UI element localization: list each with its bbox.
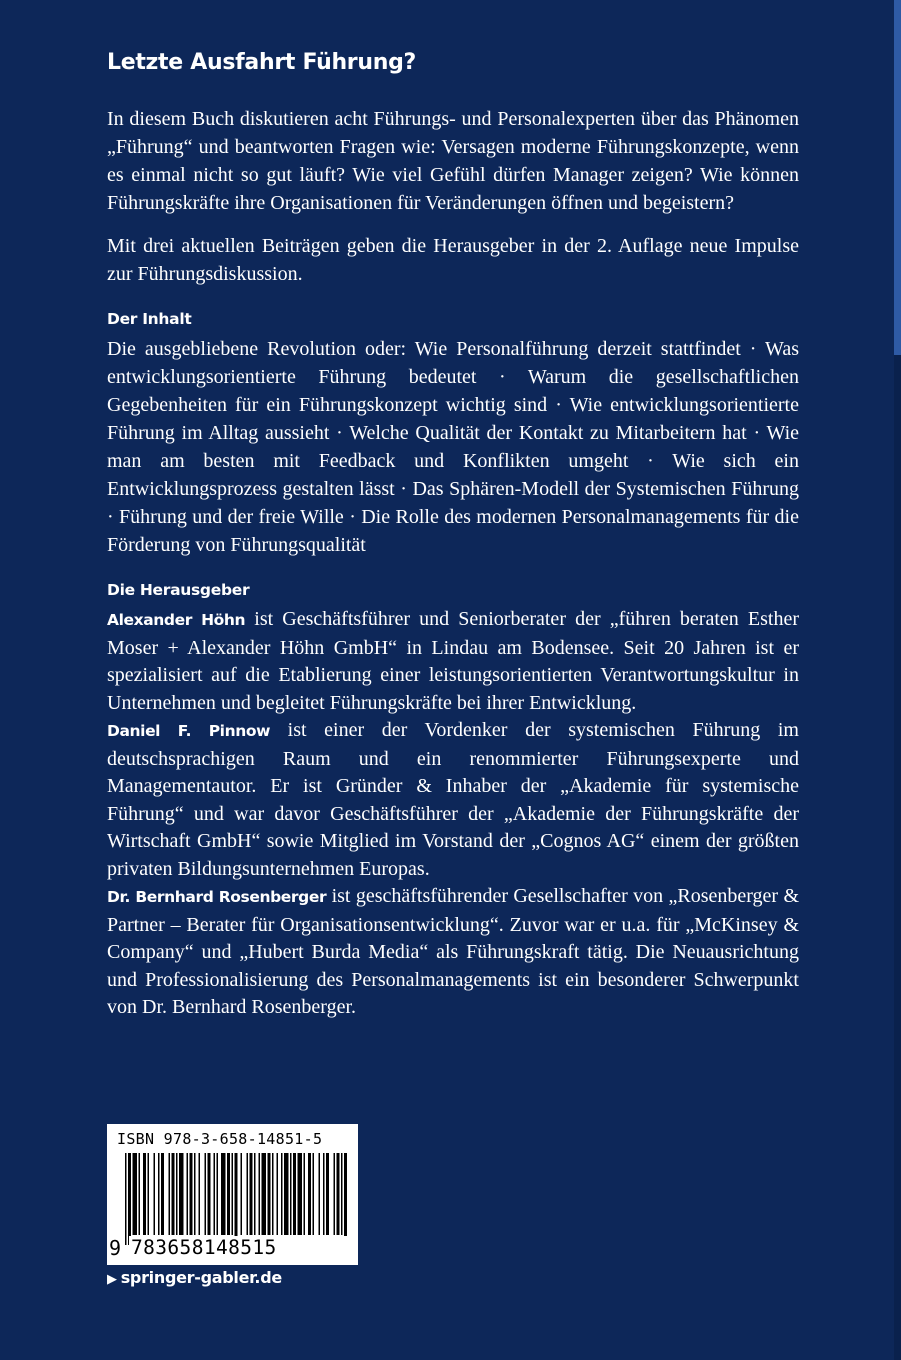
- barcode-bar: [179, 1153, 184, 1235]
- barcode-bar: [176, 1153, 178, 1235]
- barcode-bar: [254, 1153, 256, 1235]
- spine-accent-mark: [894, 0, 901, 355]
- barcode-bar: [139, 1153, 141, 1235]
- editor-bio-pinnow: [107, 717, 799, 883]
- barcode-bar: [227, 1153, 230, 1235]
- editor-bio-text: ist einer der Vordenker der systemischen Führung im deutschsprachigen Raum und ein renommierter Führungsexperte und Managementautor. Er ist Gründer & Inhaber der „Akademie für systemische Führung“ und war davor Geschäftsführer der „Akademie der Führungskräfte der Wirtschaft GmbH“ sowie Mitglied im Vorstand der „Cognos AG“ einem der größten privaten Bildungsunternehmen Europas.: [107, 719, 799, 880]
- barcode-bar: [308, 1153, 311, 1235]
- barcode-bar: [277, 1153, 279, 1235]
- barcode-bar: [187, 1153, 189, 1235]
- content-heading: Der Inhalt: [107, 310, 192, 328]
- intro-paragraph-1: In diesem Buch diskutieren acht Führungs- und Personalexperten über das Phänomen „Führung“ und beantworten Fragen wie: Versagen moderne Führungskonzepte, wenn es einmal nicht so gut läuft? Wie viel Gefühl dürfen Manager zeigen? Wie können Führungskräfte ihre Organisationen für Veränderungen öffnen und begeistern?: [107, 108, 799, 214]
- barcode-bar: [272, 1153, 274, 1235]
- barcode-bar: [128, 1153, 131, 1245]
- barcode-bar: [344, 1153, 347, 1245]
- barcode-bar: [259, 1153, 261, 1235]
- barcode-bar: [241, 1153, 243, 1235]
- barcode-bar: [250, 1153, 253, 1235]
- barcode-bar: [190, 1153, 193, 1235]
- page-title: Letzte Ausfahrt Führung?: [107, 50, 416, 75]
- barcode-bar: [214, 1153, 216, 1235]
- barcode-bar: [143, 1153, 146, 1235]
- barcode-bar: [304, 1153, 306, 1235]
- editor-bio-text: ist Geschäftsführer und Seniorberater der „führen beraten Esther Moser + Alexander Höhn GmbH“ in Lindau am Bodensee. Seit 20 Jahren ist er spezialisiert auf die Etablierung einer leistungsorientierten Verantwortungskultur in Unternehmen und begleitet Führungskräfte bei ihrer Entwicklung.: [107, 608, 799, 714]
- barcode-bar: [298, 1153, 303, 1235]
- content-text: Die ausgebliebene Revolution oder: Wie Personalführung derzeit stattfindet · Was entwicklungsorientierte Führung bedeutet · Warum die gesellschaftlichen Gegebenheiten für ein Führungskonzept wichtig sind · Wie entwicklungsorientierte Führung im Alltag aussieht · Welche Qualität der Kontakt zu Mitarbeitern hat · Wie man am besten mit Feedback und Konflikten umgeht · Wie sich ein Entwicklungsprozess gestalten lässt · Das Sphären-Modell der Systemischen Führung · Führung und der freie Wille · Die Rolle des modernen Personalmanagements für die Förderung von Führungsqualität: [107, 338, 799, 556]
- editor-name: Daniel F. Pinnow: [107, 722, 271, 740]
- barcode-bar: [268, 1153, 271, 1235]
- barcode-bar: [158, 1153, 160, 1235]
- back-cover-text: [107, 50, 799, 1022]
- barcode-bar: [323, 1153, 325, 1235]
- play-arrow-icon: ▶: [107, 1272, 117, 1287]
- barcode-bar: [133, 1153, 138, 1235]
- editor-bio-text: ist geschäftsführender Gesellschafter von „Rosenberger & Partner – Berater für Organisationsentwicklung“. Zuvor war er u.a. für „McKinsey & Company“ und „Hubert Burda Media“ als Führungskraft tätig. Die Neuausrichtung und Professionalisierung des Personalmanagements ist ein besonderer Schwerpunkt von Dr. Bernhard Rosenberger.: [107, 885, 799, 1018]
- barcode-bar: [199, 1153, 201, 1235]
- ean-digits: 783658148515: [129, 1236, 353, 1259]
- barcode-bar: [232, 1153, 234, 1235]
- barcode-bar: [341, 1153, 343, 1235]
- editors-heading: Die Herausgeber: [107, 581, 250, 599]
- barcode-bars: [125, 1153, 347, 1245]
- barcode-bar: [281, 1153, 283, 1235]
- barcode-bar: [194, 1153, 196, 1235]
- barcode-bar: [221, 1153, 226, 1235]
- barcode-bar: [334, 1153, 336, 1235]
- barcode-bar: [172, 1153, 175, 1235]
- barcode-bar: [293, 1153, 296, 1235]
- barcode-bar: [337, 1153, 340, 1235]
- barcode-bar: [313, 1153, 315, 1235]
- barcode-bar: [247, 1153, 249, 1235]
- barcode-bar: [319, 1153, 321, 1235]
- spine-edge: [894, 0, 901, 1360]
- barcode-bar: [205, 1153, 207, 1235]
- barcode-bar: [262, 1153, 267, 1235]
- editor-bio-hoehn: [107, 606, 799, 717]
- barcode-bar: [326, 1153, 329, 1235]
- barcode-bar: [235, 1153, 238, 1245]
- barcode-bar: [284, 1153, 289, 1235]
- barcode-bar: [161, 1153, 164, 1235]
- barcode-bar: [217, 1153, 219, 1235]
- barcode-bar: [125, 1153, 127, 1245]
- barcode-bar: [154, 1153, 156, 1235]
- editor-bio-rosenberger: [107, 883, 799, 1022]
- ean-first-digit: 9: [109, 1236, 122, 1260]
- barcode-bar: [169, 1153, 171, 1235]
- intro-paragraph-2: Mit drei aktuellen Beiträgen geben die Herausgeber in der 2. Auflage neue Impulse zur Führungsdiskussion.: [107, 235, 799, 285]
- editor-name: Dr. Bernhard Rosenberger: [107, 888, 327, 906]
- isbn-barcode: [107, 1124, 358, 1265]
- publisher-website-text: springer-gabler.de: [120, 1268, 282, 1287]
- barcode-bar: [148, 1153, 150, 1235]
- editor-name: Alexander Höhn: [107, 611, 246, 629]
- isbn-label: ISBN 978-3-658-14851-5: [117, 1130, 323, 1148]
- publisher-website-link[interactable]: [107, 1268, 282, 1287]
- barcode-bar: [290, 1153, 292, 1235]
- barcode-bar: [208, 1153, 211, 1235]
